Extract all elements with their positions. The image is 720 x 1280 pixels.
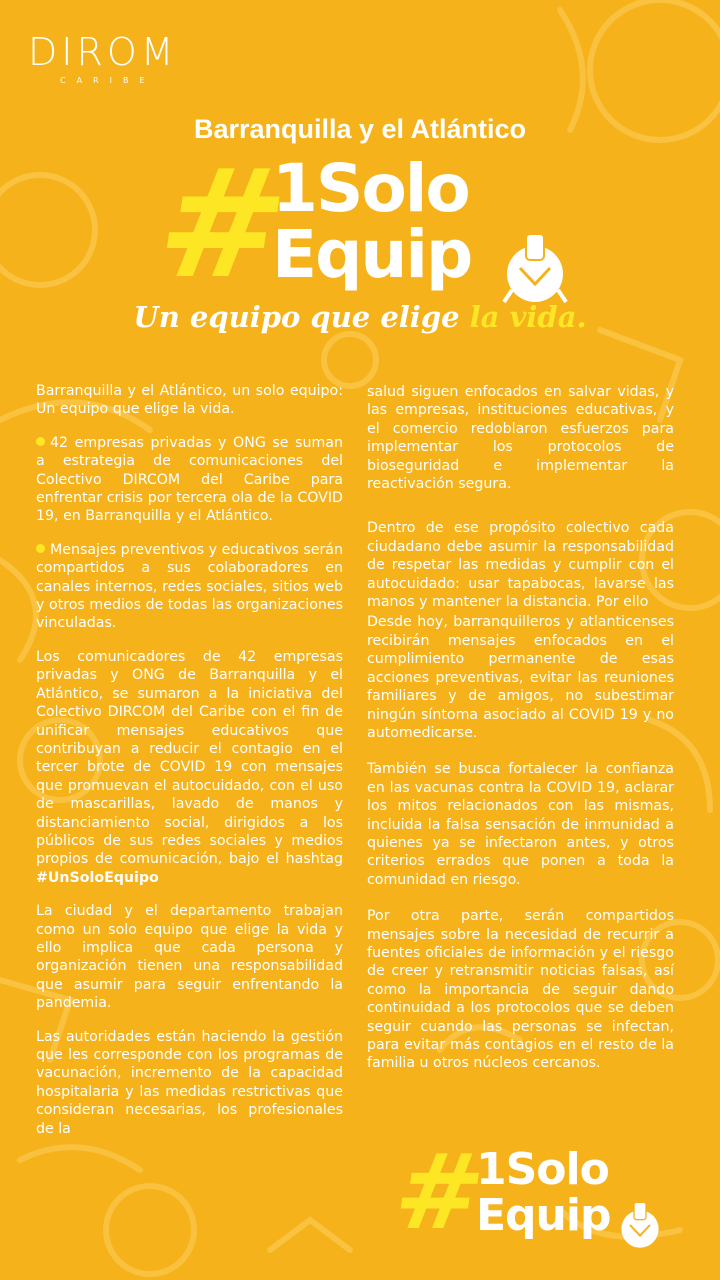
hands-together-icon bbox=[502, 228, 568, 308]
footer-hashtag bbox=[387, 1131, 696, 1260]
left-column bbox=[36, 382, 343, 1153]
paragraph: Dentro de ese propósito colectivo cada ciudadano debe asumir la responsabilidad de respetar las medidas y cumplir con el autocuidado: usar tapabocas, lavarse las manos y mantener la distancia. Por ello bbox=[367, 520, 674, 611]
footer-line-1: 1Solo bbox=[476, 1144, 609, 1195]
tagline bbox=[0, 300, 720, 334]
paragraph: Barranquilla y el Atlántico, un solo equipo: Un equipo que elige la vida. bbox=[36, 383, 343, 418]
hash-symbol: # bbox=[147, 138, 298, 312]
dirom-logo bbox=[28, 30, 248, 92]
bullet-text: Mensajes preventivos y educativos serán compartidos a sus colaboradores en canales internos, redes sociales, sitios web y otros medios de todas las organizaciones vinculadas. bbox=[36, 541, 343, 632]
paragraph: Desde hoy, barranquilleros y atlanticenses recibirán mensajes enfocados en el cumplimiento permanente de esas acciones preventivas, evitar las reuniones familiares y de amigos, no subestimar ningún síntoma asociado al COVID 19 y no automedicarse. bbox=[367, 614, 674, 741]
bullet-paragraph bbox=[36, 541, 343, 633]
paragraph: La ciudad y el departamento trabajan como un solo equipo que elige la vida y ello implica que cada persona y organización tienen una responsabilidad que asumir para seguir enfrentando la pandemia. bbox=[36, 903, 343, 1012]
paragraph: salud siguen enfocados en salvar vidas, y las empresas, instituciones educativas, y el comercio redoblaron esfuerzos para implementar los protocolos de bioseguridad e implementar la reactivación segura. bbox=[367, 384, 674, 493]
hashtag: #UnSoloEquipo bbox=[36, 869, 159, 886]
tagline-highlight: la vida. bbox=[469, 300, 587, 334]
paragraph-text: Los comunicadores de 42 empresas privadas y ONG de Barranquilla y el Atlántico, se sumaron a la iniciativa del Colectivo DIRCOM del Caribe con el fin de unificar mensajes educativos que contribuyan a reducir el contagio en el tercer brote de COVID 19 con mensajes que promuevan el autocuidado, con el uso de mascarillas, lavado de manos y distanciamiento social, dirigidos a los públicos de sus redes sociales y medios propios de comunicación, bajo el hashtag bbox=[36, 648, 343, 868]
bullet-text: 42 empresas privadas y ONG se suman a estrategia de comunicaciones del Colectivo DIRCOM del Caribe para enfrentar crisis por tercera ola de la COVID 19, en Barranquilla y el Atlántico. bbox=[36, 434, 343, 525]
right-column bbox=[367, 383, 674, 1088]
bullet-dot-icon bbox=[36, 544, 45, 553]
footer-line-2: Equip bbox=[476, 1190, 611, 1241]
hero-line-2: Equip bbox=[272, 216, 472, 293]
header-subtitle: Barranquilla y el Atlántico bbox=[193, 114, 527, 144]
hash-symbol: # bbox=[387, 1131, 492, 1253]
paragraph: También se busca fortalecer la confianza en las vacunas contra la COVID 19, aclarar los mitos relacionados con las mismas, incluida la falsa sensación de inmunidad a quienes ya se infectaron antes, y otros criterios errados que ponen a toda la comunidad en riesgo. bbox=[367, 761, 674, 888]
hands-together-icon bbox=[618, 1198, 662, 1252]
paragraph: Las autoridades están haciendo la gestión que les corresponde con los programas de vacunación, incremento de la capacidad hospitalaria y las medidas restrictivas que consideran necesarias, los profesionales de la bbox=[36, 1028, 343, 1137]
bullet-paragraph bbox=[36, 434, 343, 526]
paragraph bbox=[36, 648, 343, 887]
logo-wordmark: DIROM bbox=[28, 30, 178, 74]
bullet-dot-icon bbox=[36, 437, 45, 446]
hero-line-1: 1Solo bbox=[272, 150, 469, 227]
logo-subtitle: CARIBE bbox=[60, 76, 156, 85]
tagline-main: Un equipo que elige bbox=[133, 300, 460, 334]
paragraph: Por otra parte, serán compartidos mensajes sobre la necesidad de recurrir a fuentes oficiales de información y el riesgo de creer y retransmitir noticias falsas, así como la importancia de seguir dando continuidad a los protocolos que se deben seguir cuando las personas se infectan, para evitar más contagios en el resto de la familia u otros núcleos cercanos. bbox=[367, 908, 674, 1072]
